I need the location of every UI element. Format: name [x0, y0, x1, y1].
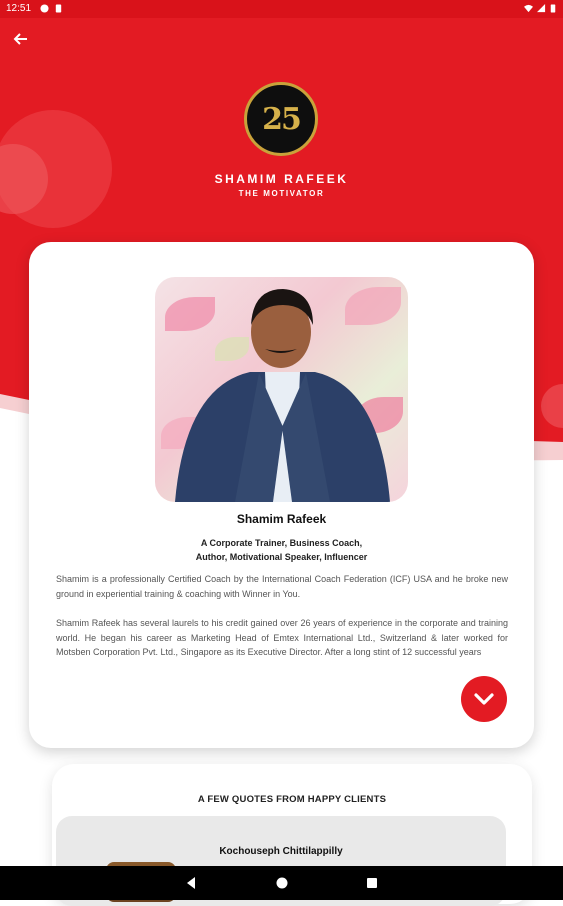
signal-icon	[537, 4, 546, 13]
nav-recents-button[interactable]	[365, 876, 379, 890]
brand-tagline: THE MOTIVATOR	[238, 189, 325, 198]
sim-icon	[54, 4, 63, 13]
chevron-down-icon	[473, 692, 495, 706]
logo-number: 25	[262, 101, 300, 137]
profile-photo	[155, 277, 408, 502]
wifi-icon	[524, 4, 533, 13]
status-time: 12:51	[6, 3, 32, 14]
profile-name: Shamim Rafeek	[236, 512, 327, 526]
bio-paragraph: Shamim is a professionally Certified Coach by the International Coach Federation (ICF) USA and he broke new ground in experiential training & coaching with Winner in You.	[56, 574, 508, 599]
profile-card	[29, 242, 534, 748]
client-name: Kochouseph Chittilappilly	[219, 846, 343, 857]
back-button[interactable]	[10, 28, 32, 50]
expand-bio-button[interactable]	[461, 676, 507, 722]
profile-role-line2: Author, Motivational Speaker, Influencer	[195, 552, 368, 562]
profile-role-line1: A Corporate Trainer, Business Coach,	[200, 538, 363, 548]
person-figure	[155, 277, 408, 502]
bio-paragraph: Shamim Rafeek has several laurels to his credit gained over 26 years of experience in the corporate and training world. He began his career as Marketing Head of Emtex International Ltd., Switzerland & later worked for Motsben Corporation Pvt. Ltd., Singapore as its Executive Director. After a long stint of 12 successful years	[56, 618, 508, 657]
nav-back-button[interactable]	[184, 876, 198, 890]
brand-logo	[244, 82, 318, 156]
battery-icon	[550, 4, 556, 13]
arrow-left-icon	[13, 31, 29, 47]
testimonials-title: A FEW QUOTES FROM HAPPY CLIENTS	[197, 794, 387, 805]
status-bar	[0, 0, 563, 18]
notification-icon	[40, 4, 49, 13]
nav-home-button[interactable]	[275, 876, 289, 890]
brand-name: SHAMIM RAFEEK	[214, 172, 349, 186]
system-nav-bar	[0, 866, 563, 900]
